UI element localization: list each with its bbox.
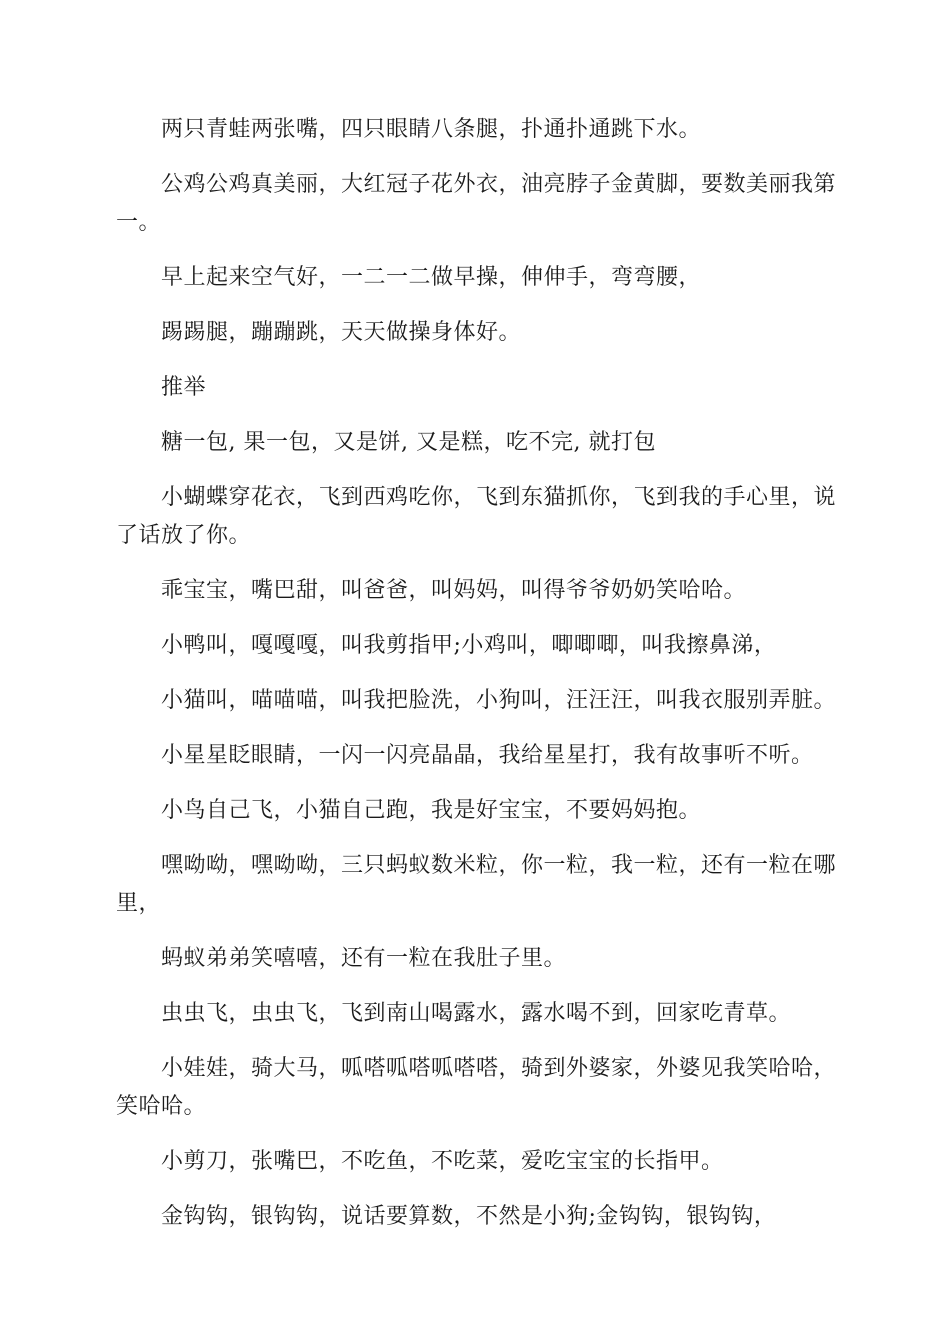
- paragraph: 乖宝宝，嘴巴甜，叫爸爸，叫妈妈，叫得爷爷奶奶笑哈哈。: [161, 578, 747, 603]
- paragraph: 小剪刀，张嘴巴，不吃鱼，不吃菜，爱吃宝宝的长指甲。: [161, 1149, 724, 1174]
- paragraph: 小蝴蝶穿花衣，飞到西鸡吃你，飞到东猫抓你，飞到我的手心里，说了话放了你。: [116, 485, 837, 548]
- paragraph: 糖一包, 果一包，又是饼, 又是糕，吃不完, 就打包: [161, 430, 656, 455]
- paragraph: 蚂蚁弟弟笑嘻嘻，还有一粒在我肚子里。: [161, 946, 567, 971]
- section-heading: 推举: [161, 375, 207, 400]
- paragraph: 小星星眨眼睛，一闪一闪亮晶晶，我给星星打，我有故事听不听。: [161, 743, 814, 768]
- paragraph: 两只青蛙两张嘴，四只眼睛八条腿，扑通扑通跳下水。: [161, 117, 702, 142]
- document-body: [116, 111, 836, 1253]
- paragraph: 小猫叫，喵喵喵，叫我把脸洗，小狗叫，汪汪汪，叫我衣服别弄脏。: [161, 688, 837, 713]
- paragraph: 嘿呦呦，嘿呦呦，三只蚂蚁数米粒，你一粒，我一粒，还有一粒在哪里，: [116, 853, 837, 916]
- paragraph: 小鸟自己飞，小猫自己跑，我是好宝宝，不要妈妈抱。: [161, 798, 702, 823]
- paragraph: 金钩钩，银钩钩，说话要算数，不然是小狗;金钩钩，银钩钩，: [161, 1204, 777, 1229]
- paragraph: 虫虫飞，虫虫飞，飞到南山喝露水，露水喝不到，回家吃青草。: [161, 1001, 792, 1026]
- paragraph: 公鸡公鸡真美丽，大红冠子花外衣，油亮脖子金黄脚，要数美丽我第一。: [116, 172, 837, 235]
- paragraph: 小娃娃，骑大马，呱嗒呱嗒呱嗒嗒，骑到外婆家，外婆见我笑哈哈，笑哈哈。: [116, 1056, 837, 1119]
- paragraph: 踢踢腿，蹦蹦跳，天天做操身体好。: [161, 320, 522, 345]
- paragraph: 早上起来空气好，一二一二做早操，伸伸手，弯弯腰，: [161, 265, 702, 290]
- paragraph: 小鸭叫，嘎嘎嘎，叫我剪指甲;小鸡叫，唧唧唧，叫我擦鼻涕，: [161, 633, 777, 658]
